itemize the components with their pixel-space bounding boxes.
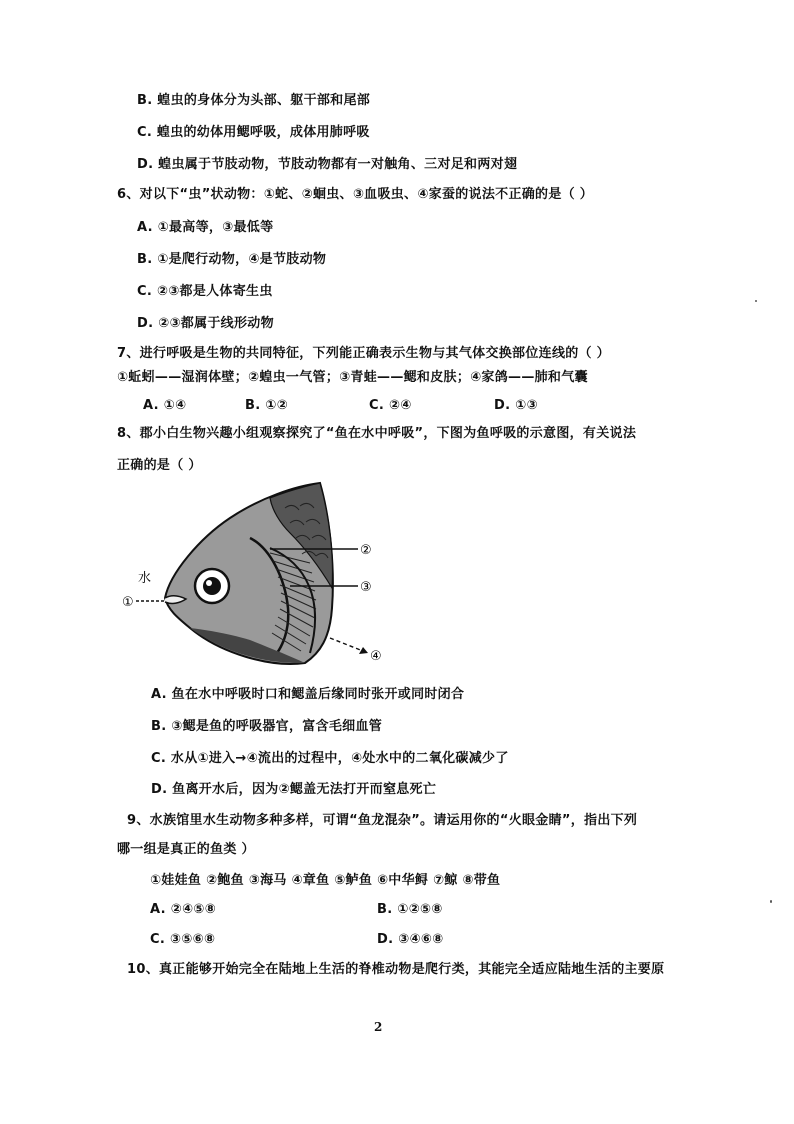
q7-option-b: B. ①② (245, 398, 288, 413)
fish-respiration-figure (120, 478, 420, 678)
q9-option-b: B. ①②⑤⑧ (377, 902, 443, 917)
q10-stem: 10、真正能够开始完全在陆地上生活的脊椎动物是爬行类，其能完全适应陆地生活的主要原 (127, 962, 665, 977)
q8-stem: 8、郡小白生物兴趣小组观察探究了“鱼在水中呼吸”，下图为鱼呼吸的示意图，有关说法 (117, 426, 637, 441)
q7-pairs: ①蚯蚓——湿润体壁；②蝗虫一气管；③青蛙——鳃和皮肤；④家鸽——肺和气囊 (117, 370, 588, 385)
figure-label-3: ③ (360, 580, 372, 595)
q6-option-d: D. ②③都属于线形动物 (137, 316, 274, 331)
q7-option-c: C. ②④ (369, 398, 412, 413)
q9-option-a: A. ②④⑤⑧ (150, 902, 216, 917)
q9-stem-cont: 哪一组是真正的鱼类 ） (117, 842, 255, 857)
q6-option-b: B. ①是爬行动物，④是节肢动物 (137, 252, 327, 267)
q9-option-d: D. ③④⑥⑧ (377, 932, 444, 947)
page-number: 2 (374, 1020, 383, 1034)
q5-option-d: D. 蝗虫属于节肢动物，节肢动物都有一对触角、三对足和两对翅 (137, 157, 518, 172)
q9-option-c: C. ③⑤⑥⑧ (150, 932, 216, 947)
q8-option-c: C. 水从①进入→④流出的过程中，④处水中的二氧化碳减少了 (151, 751, 509, 766)
q6-option-c: C. ②③都是人体寄生虫 (137, 284, 273, 299)
q5-option-b: B. 蝗虫的身体分为头部、躯干部和尾部 (137, 93, 371, 108)
q9-items: ①娃娃鱼 ②鲍鱼 ③海马 ④章鱼 ⑤鲈鱼 ⑥中华鲟 ⑦鲸 ⑧带鱼 (150, 873, 501, 888)
q5-option-c: C. 蝗虫的幼体用鳃呼吸，成体用肺呼吸 (137, 125, 370, 140)
q8-option-d: D. 鱼离开水后，因为②鳃盖无法打开而窒息死亡 (151, 782, 437, 797)
scan-speck (770, 900, 772, 903)
water-label: 水 (138, 571, 152, 586)
figure-label-2: ② (360, 543, 372, 558)
q7-option-a: A. ①④ (143, 398, 187, 413)
scan-speck (755, 300, 757, 302)
q7-option-d: D. ①③ (494, 398, 538, 413)
q8-stem-cont: 正确的是（ ） (117, 458, 202, 473)
q8-option-b: B. ③鳃是鱼的呼吸器官，富含毛细血管 (151, 719, 383, 734)
q6-option-a: A. ①最高等，③最低等 (137, 220, 274, 235)
figure-label-4: ④ (370, 649, 382, 664)
q9-stem: 9、水族馆里水生动物多种多样，可谓“鱼龙混杂”。请运用你的“火眼金睛”，指出下列 (127, 813, 638, 828)
q7-stem: 7、进行呼吸是生物的共同特征，下列能正确表示生物与其气体交换部位连线的（ ） (117, 346, 610, 361)
q6-stem: 6、对以下“虫”状动物：①蛇、②蛔虫、③血吸虫、④家蚕的说法不正确的是（ ） (117, 187, 594, 202)
figure-label-1: ① (122, 595, 134, 610)
q8-option-a: A. 鱼在水中呼吸时口和鳃盖后缘同时张开或同时闭合 (151, 687, 465, 702)
